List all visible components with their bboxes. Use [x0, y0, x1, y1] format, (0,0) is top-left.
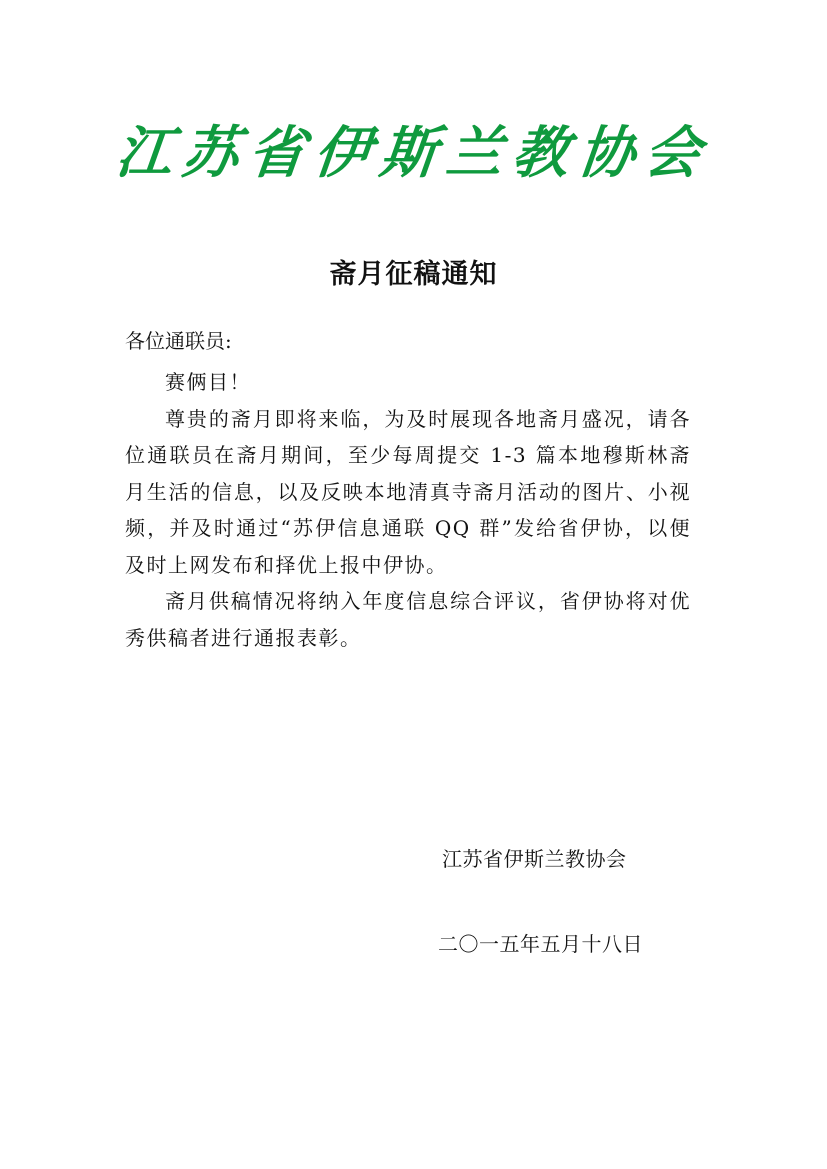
signature-organization: 江苏省伊斯兰教协会 [442, 847, 627, 871]
letterhead-organization: 江苏省伊斯兰教协会 [113, 120, 714, 186]
greeting: 赛俩目！ [165, 370, 251, 394]
body-paragraph-1: 尊贵的斋月即将来临，为及时展现各地斋月盛况，请各位通联员在斋月期间，至少每周提交 1-3 篇本地穆斯林斋月生活的信息，以及反映本地清真寺斋月活动的图片、小视频，并及时通过“苏伊信息通联 QQ 群”发给省伊协，以便及时上网发布和择优上报中伊协。 [125, 406, 691, 577]
notice-body [125, 364, 691, 656]
body-paragraph-2: 斋月供稿情况将纳入年度信息综合评议，省伊协将对优秀供稿者进行通报表彰。 [125, 589, 691, 650]
signature-date: 二〇一五年五月十八日 [438, 932, 643, 956]
notice-title: 斋月征稿通知 [329, 259, 498, 290]
salutation: 各位通联员: [125, 329, 232, 353]
